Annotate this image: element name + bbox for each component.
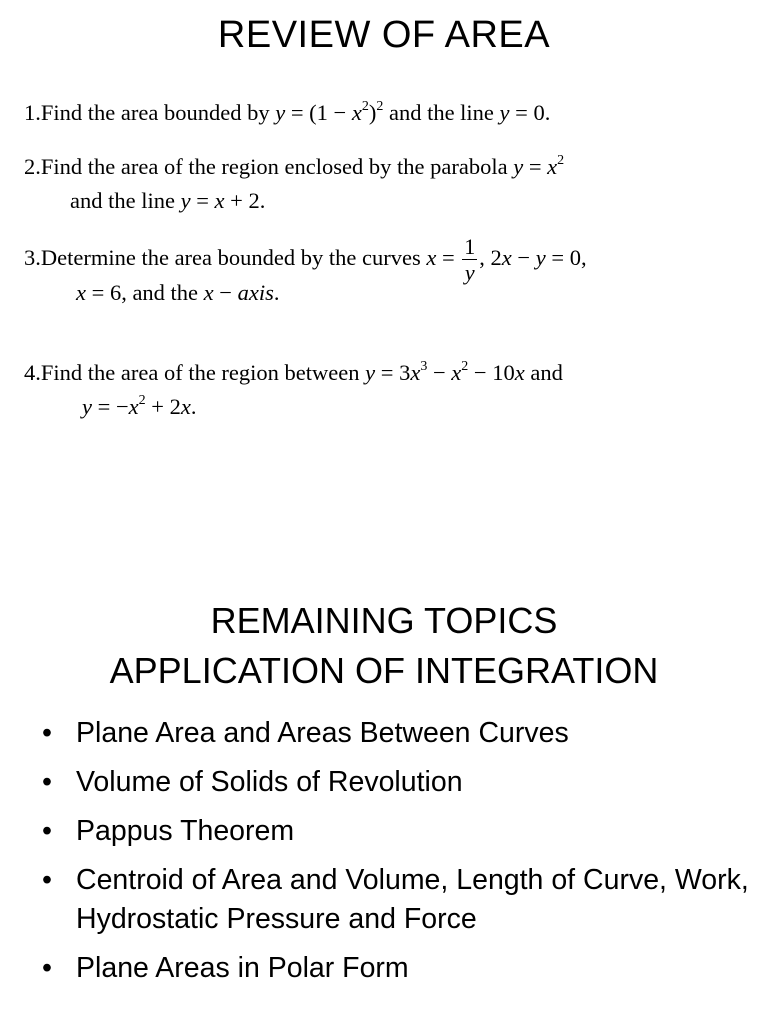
heading-application-of-integration: APPLICATION OF INTEGRATION xyxy=(109,650,659,691)
problem-2-continuation: and the line y = x + 2. xyxy=(70,188,266,213)
bullet-icon: • xyxy=(42,766,52,798)
problem-4-continuation: $y = -x^2 + 2x$. xyxy=(82,393,197,419)
list-item: • Plane Area and Areas Between Curves xyxy=(42,714,754,753)
problem-number: 3. xyxy=(24,245,41,271)
problem-number: 1. xyxy=(24,100,41,125)
problem-2: 2.Find the area of the region enclosed by the parabola $y = x^2$ and the line y = x + 2. xyxy=(24,150,754,218)
topics-slide xyxy=(0,512,768,1024)
heading-remaining-topics: REMAINING TOPICS xyxy=(210,600,558,641)
fraction-one-over-y: $\frac{1}{y}$ xyxy=(464,234,476,285)
bullet-icon: • xyxy=(42,952,52,984)
problem-number: 4. xyxy=(24,360,41,385)
problem-4: 4.Find the area of the region between $y = 3x^3 - x^2 - 10x$ and $y = -x^2 + 2x$. xyxy=(24,356,754,424)
list-item: • Centroid of Area and Volume, Length of Curve, Work, Hydrostatic Pressure and Force xyxy=(42,861,754,939)
problem-3-continuation: x = 6, and the x − axis. xyxy=(76,280,280,305)
problem-number: 2. xyxy=(24,154,41,179)
bullet-icon: • xyxy=(42,815,52,847)
bullet-icon: • xyxy=(42,717,52,749)
list-item: • Plane Areas in Polar Form xyxy=(42,949,754,988)
problem-1: 1.Find the area bounded by $y = (1 - x^2)^2$ and the line y = 0. xyxy=(24,99,551,125)
bullet-icon: • xyxy=(42,864,52,896)
slide-title: REVIEW OF AREA xyxy=(217,14,551,56)
list-item: • Pappus Theorem xyxy=(42,812,754,851)
list-item: • Volume of Solids of Revolution xyxy=(42,763,754,802)
topics-list xyxy=(42,714,754,998)
problem-3: 3.Determine the area bounded by the curves x = $\frac{1}{y}$ , 2x − y = 0, x = 6, and the x − axis. xyxy=(24,236,754,310)
